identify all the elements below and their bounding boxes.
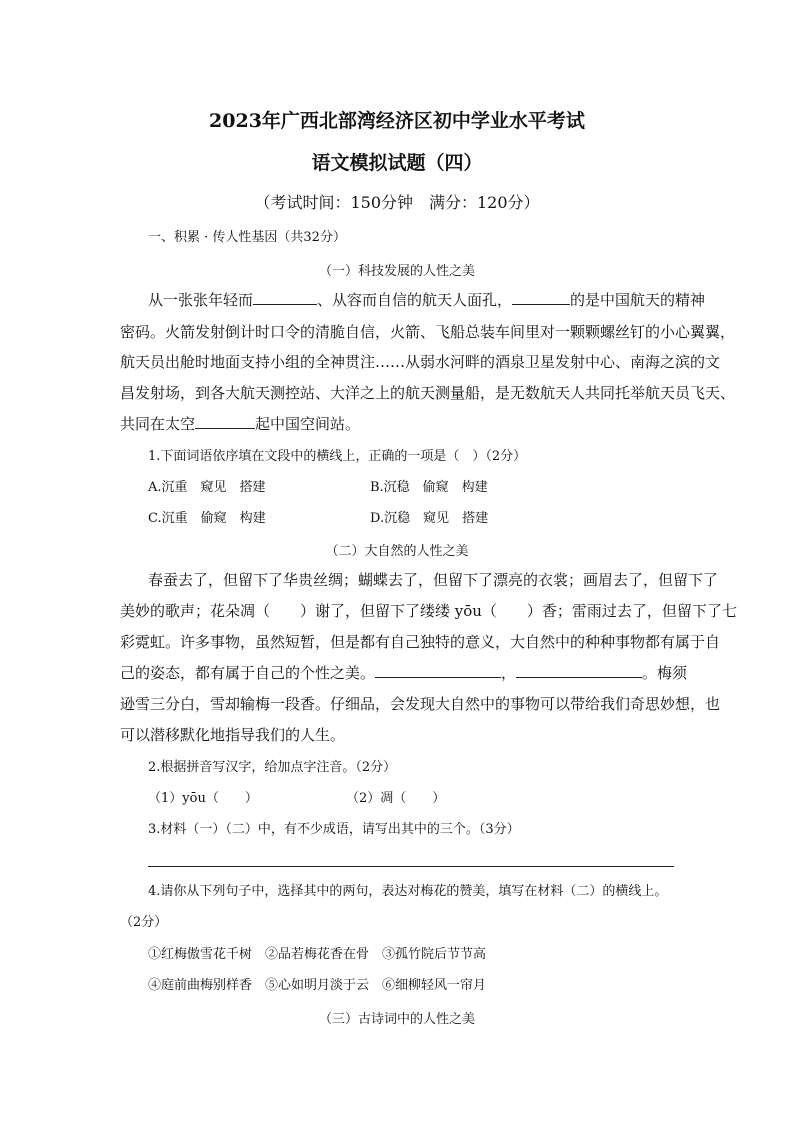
- question-2: 2.根据拼音写汉字，给加点字注音。（2分）: [148, 760, 397, 775]
- answer-blank[interactable]: [195, 414, 255, 429]
- part2-title: （二）大自然的人性之美: [325, 544, 469, 559]
- exam-meta: （考试时间：150分钟 满分：120分）: [254, 193, 540, 212]
- passage1-line: 共同在太空 起中国空间站。: [120, 415, 361, 433]
- passage1-line: 航天员出舱时地面支持小组的全神贯注……从弱水河畔的酒泉卫星发射中心、南海之滨的文: [120, 353, 721, 371]
- exam-subtitle: 语文模拟试题（四）: [311, 152, 483, 174]
- answer-blank[interactable]: [375, 663, 501, 678]
- exam-title: 2023年广西北部湾经济区初中学业水平考试: [209, 110, 585, 132]
- passage2-line: 逊雪三分白，雪却输梅一段香。仔细品，会发现大自然中的事物可以带给我们奇思妙想，也: [120, 695, 721, 713]
- part3-title: （三）古诗词中的人性之美: [318, 1012, 475, 1027]
- answer-line[interactable]: [148, 866, 674, 867]
- question-4-points: （2分）: [120, 915, 168, 930]
- question-3: 3.材料（一）（二）中，有不少成语，请写出其中的三个。（3分）: [148, 822, 520, 837]
- option-b[interactable]: B.沉稳 偷窥 构建: [370, 480, 488, 495]
- question-2-item-2[interactable]: （2）凋（ ）: [346, 791, 446, 806]
- passage2-line: 彩霓虹。许多事物，虽然短暂，但是都有自己独特的意义，大自然中的种种事物都有属于自: [120, 633, 721, 651]
- passage1-line: 昌发射场，到各大航天测控站、大洋之上的航天测量船，是无数航天人共同托举航天员飞天、: [120, 384, 736, 402]
- passage1-line: 密码。火箭发射倒计时口令的清脆自信，火箭、飞船总装车间里对一颗颗螺丝钉的小心翼翼，: [120, 323, 736, 341]
- section-heading: 一、积累 · 传人性基因（共32分）: [148, 230, 346, 245]
- passage2-line: 美妙的歌声；花朵凋（ ）谢了，但留下了缕缕 yōu（ ）香；雷雨过去了，但留下了七: [120, 602, 737, 620]
- passage2-line: 己的姿态，都有属于自己的个性之美。 ， 。梅须: [120, 664, 688, 682]
- passage1-line: 从一张张年轻而 、从容而自信的航天人面孔， 的是中国航天的精神: [148, 291, 706, 309]
- sentence-options-row-2: ④庭前曲梅别样香 ⑤心如明月淡于云 ⑥细柳轻风一帘月: [148, 978, 487, 993]
- question-2-item-1[interactable]: （1）yōu（ ）: [148, 791, 258, 806]
- sentence-options-row-1: ①红梅傲雪花千树 ②品若梅花香在骨 ③孤竹院后节节高: [148, 947, 487, 962]
- question-4: 4.请你从下列句子中，选择其中的两句，表达对梅花的赞美，填写在材料（二）的横线上。: [148, 884, 668, 899]
- passage2-line: 春蚕去了，但留下了华贵丝绸；蝴蝶去了，但留下了漂亮的衣裳；画眉去了，但留下了: [148, 571, 719, 589]
- passage2-line: 可以潜移默化地指导我们的人生。: [120, 726, 346, 744]
- part1-title: （一）科技发展的人性之美: [318, 264, 475, 279]
- option-d[interactable]: D.沉稳 窥见 搭建: [370, 511, 489, 526]
- answer-blank[interactable]: [253, 290, 317, 305]
- question-1: 1.下面词语依序填在文段中的横线上，正确的一项是（ ）（2分）: [148, 449, 527, 464]
- answer-blank[interactable]: [516, 663, 642, 678]
- option-c[interactable]: C.沉重 偷窥 构建: [148, 511, 266, 526]
- answer-blank[interactable]: [512, 290, 570, 305]
- option-a[interactable]: A.沉重 窥见 搭建: [148, 480, 266, 495]
